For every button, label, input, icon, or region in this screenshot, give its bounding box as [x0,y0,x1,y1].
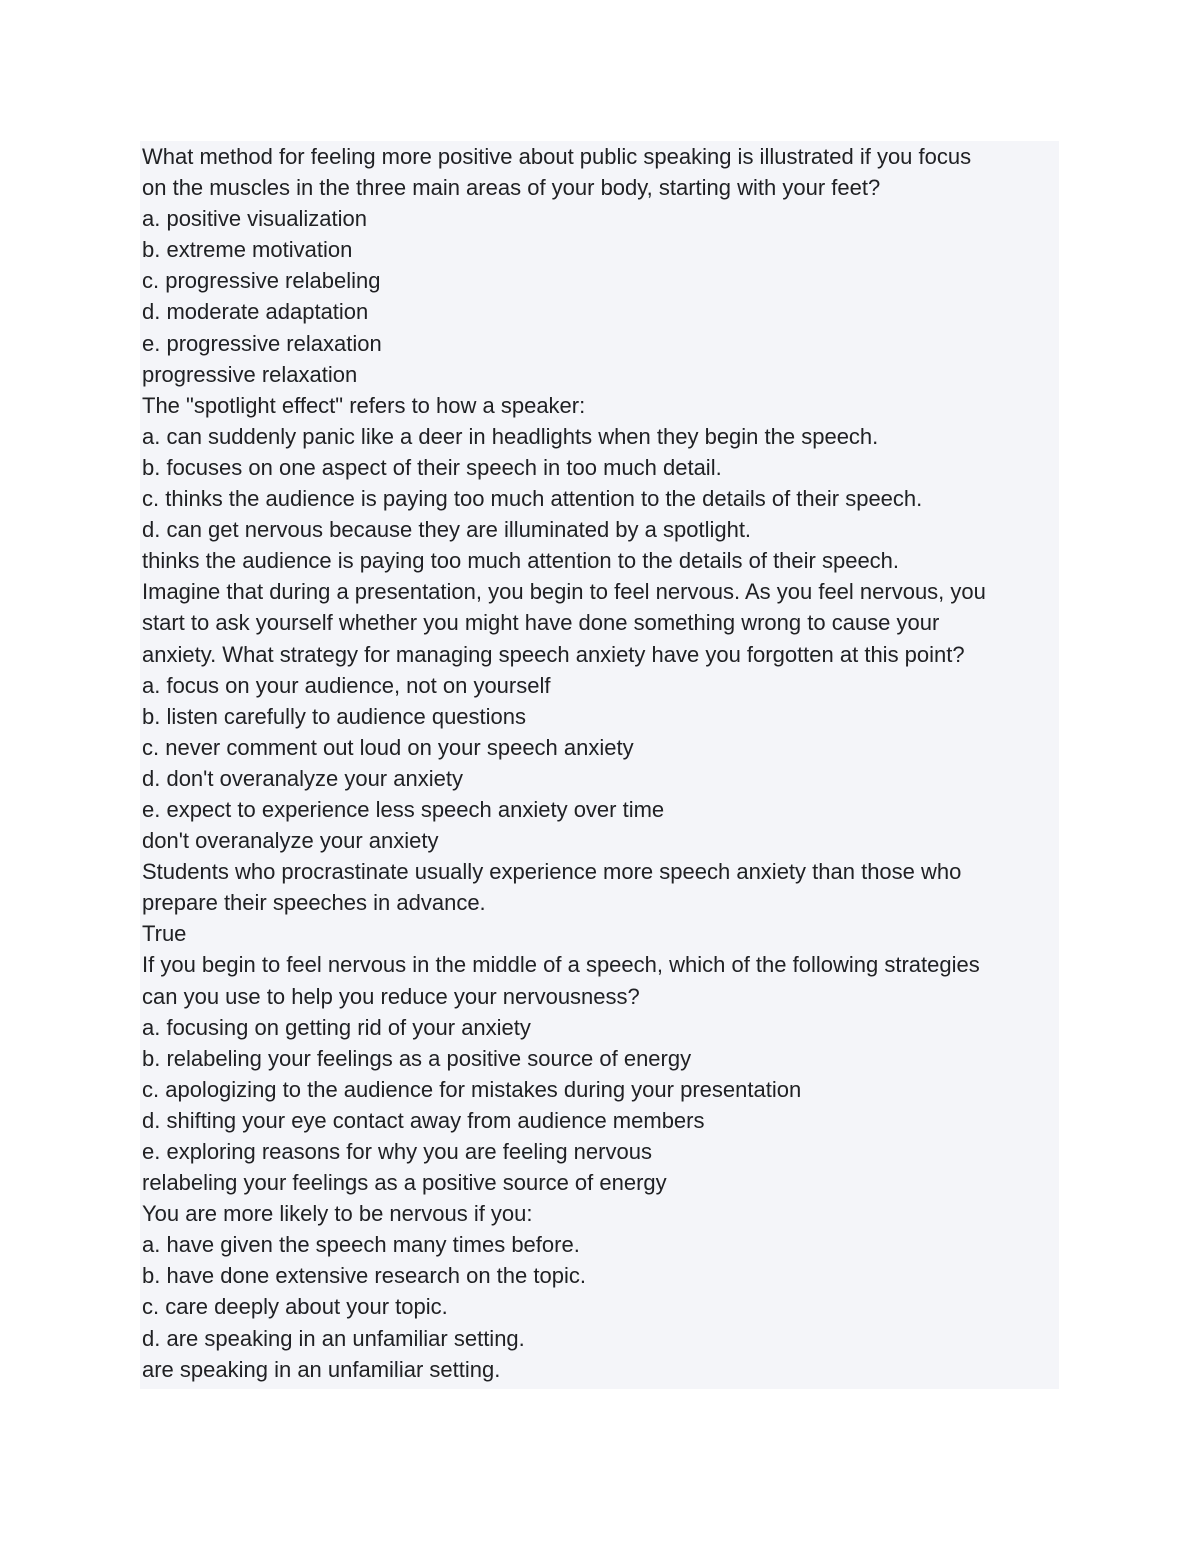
quiz-text-block [140,141,1059,1389]
text-line: a. focus on your audience, not on yourself [142,672,551,698]
text-line: a. can suddenly panic like a deer in headlights when they begin the speech. [142,423,879,449]
text-line: c. care deeply about your topic. [142,1294,448,1320]
text-line: d. shifting your eye contact away from audience members [142,1107,705,1133]
text-line: You are more likely to be nervous if you: [142,1201,533,1227]
text-line: c. apologizing to the audience for mistakes during your presentation [142,1076,802,1102]
text-line: True [142,921,187,947]
text-line: d. moderate adaptation [142,299,369,325]
text-line: b. have done extensive research on the topic. [142,1263,586,1289]
text-line: can you use to help you reduce your nervousness? [142,983,640,1009]
text-line: a. positive visualization [142,206,368,232]
text-line: c. never comment out loud on your speech anxiety [142,734,634,760]
text-line: c. progressive relabeling [142,268,381,294]
text-line: thinks the audience is paying too much attention to the details of their speech. [142,548,900,574]
text-line: are speaking in an unfamiliar setting. [142,1356,501,1382]
text-line: don't overanalyze your anxiety [142,828,439,854]
text-line: relabeling your feelings as a positive source of energy [142,1170,667,1196]
text-line: on the muscles in the three main areas of your body, starting with your feet? [142,175,881,201]
text-line: b. relabeling your feelings as a positive source of energy [142,1045,692,1071]
text-line: Students who procrastinate usually experience more speech anxiety than those who [142,859,962,885]
text-line: start to ask yourself whether you might have done something wrong to cause your [142,610,940,636]
text-line: progressive relaxation [142,361,358,387]
text-line: e. exploring reasons for why you are feeling nervous [142,1139,652,1164]
text-line: a. focusing on getting rid of your anxiety [142,1014,531,1040]
text-line: b. listen carefully to audience questions [142,703,527,729]
text-line: d. are speaking in an unfamiliar setting. [142,1325,525,1351]
text-line: a. have given the speech many times before. [142,1232,580,1258]
text-line: b. extreme motivation [142,237,353,263]
text-line: The "spotlight effect" refers to how a speaker: [142,392,586,418]
text-line: d. can get nervous because they are illuminated by a spotlight. [142,517,752,543]
text-line: e. progressive relaxation [142,330,382,356]
text-line: What method for feeling more positive about public speaking is illustrated if you focus [142,144,972,169]
text-line: c. thinks the audience is paying too much attention to the details of their speech. [142,486,923,512]
text-line: Imagine that during a presentation, you begin to feel nervous. As you feel nervous, you [142,579,986,605]
text-line: e. expect to experience less speech anxiety over time [142,796,665,822]
text-line: If you begin to feel nervous in the middle of a speech, which of the following strategies [142,952,980,978]
text-line: d. don't overanalyze your anxiety [142,765,463,791]
text-line: prepare their speeches in advance. [142,890,486,916]
text-line: b. focuses on one aspect of their speech in too much detail. [142,454,722,480]
text-line: anxiety. What strategy for managing speech anxiety have you forgotten at this point? [142,641,965,667]
